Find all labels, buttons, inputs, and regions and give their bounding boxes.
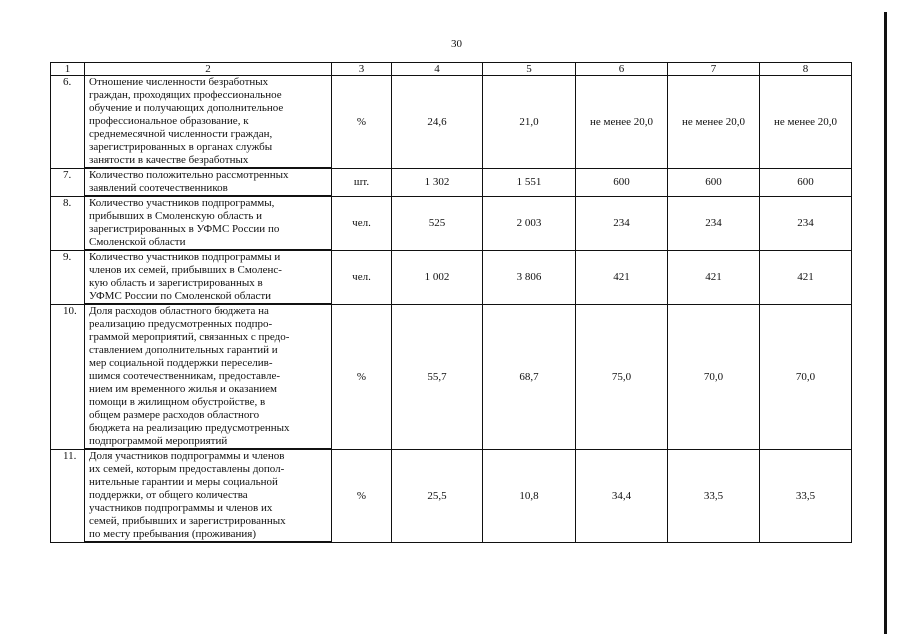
value-col5: 68,7 xyxy=(483,305,576,450)
indicator-name-line: Смоленской области xyxy=(85,236,331,250)
page-edge-bar xyxy=(884,12,887,634)
value-col5: 21,0 xyxy=(483,76,576,169)
table-row xyxy=(51,450,852,543)
indicator-name xyxy=(85,450,332,543)
table-row xyxy=(51,305,852,450)
header-cell: 7 xyxy=(668,63,760,76)
indicator-name-line: семей, прибывших и зарегистрированных xyxy=(89,515,286,527)
indicator-name-line: заявлений соотечественников xyxy=(85,182,331,196)
header-cell: 2 xyxy=(85,63,332,76)
value-col7: не менее 20,0 xyxy=(668,76,760,169)
row-number: 10. xyxy=(51,305,85,450)
indicator-name-line: участников подпрограммы и членов их xyxy=(89,502,273,514)
header-cell: 1 xyxy=(51,63,85,76)
value-col4: 55,7 xyxy=(392,305,483,450)
value-col4: 24,6 xyxy=(392,76,483,169)
value-col4: 25,5 xyxy=(392,450,483,543)
value-col8: 33,5 xyxy=(760,450,852,543)
indicator-name xyxy=(85,305,332,450)
indicator-name xyxy=(85,197,332,251)
indicator-name-line: реализацию предусмотренных подпро- xyxy=(89,318,273,330)
value-col8: 600 xyxy=(760,169,852,197)
indicator-name-line: зарегистрированных в УФМС России по xyxy=(89,223,280,235)
value-col5: 3 806 xyxy=(483,251,576,305)
unit-cell: % xyxy=(332,76,392,169)
indicators-table xyxy=(50,62,852,543)
value-col6: 234 xyxy=(576,197,668,251)
indicator-name-line: зарегистрированных в органах службы xyxy=(89,141,273,153)
indicator-name-line: Отношение численности безработных xyxy=(89,76,269,88)
indicator-name xyxy=(85,169,332,197)
indicator-name-line: граждан, проходящих профессиональное xyxy=(89,89,282,101)
indicator-name-line: их семей, которым предоставлены допол- xyxy=(89,463,285,475)
value-col6: 421 xyxy=(576,251,668,305)
indicator-name-line: мер социальной поддержки переселив- xyxy=(89,357,273,369)
header-cell: 6 xyxy=(576,63,668,76)
indicator-name-line: Количество участников подпрограммы и xyxy=(89,251,281,263)
value-col8: 421 xyxy=(760,251,852,305)
indicator-name-line: общем размере расходов областного xyxy=(89,409,260,421)
indicator-name xyxy=(85,251,332,305)
row-number: 7. xyxy=(51,169,85,197)
value-col6: 75,0 xyxy=(576,305,668,450)
table-row xyxy=(51,76,852,169)
value-col4: 1 002 xyxy=(392,251,483,305)
header-cell: 8 xyxy=(760,63,852,76)
value-col6: 600 xyxy=(576,169,668,197)
indicator-name-line: граммой мероприятий, связанных с предо- xyxy=(89,331,290,343)
indicator-name-line: нительные гарантии и меры социальной xyxy=(89,476,278,488)
indicator-name-line: прибывших в Смоленскую область и xyxy=(89,210,262,222)
indicator-name-line: Доля участников подпрограммы и членов xyxy=(89,450,285,462)
indicator-name-line: кую область и зарегистрированных в xyxy=(89,277,263,289)
value-col7: 600 xyxy=(668,169,760,197)
indicator-name-line: ставлением дополнительных гарантий и xyxy=(89,344,278,356)
indicator-name-line: поддержки, от общего количества xyxy=(89,489,248,501)
header-cell: 5 xyxy=(483,63,576,76)
header-cell: 3 xyxy=(332,63,392,76)
table-row xyxy=(51,197,852,251)
unit-cell: % xyxy=(332,450,392,543)
indicator-name-line: Количество положительно рассмотренных xyxy=(89,169,289,181)
row-number: 11. xyxy=(51,450,85,543)
unit-cell: шт. xyxy=(332,169,392,197)
indicator-name-line: среднемесячной численности граждан, xyxy=(89,128,273,140)
value-col4: 1 302 xyxy=(392,169,483,197)
indicator-name xyxy=(85,76,332,169)
unit-cell: чел. xyxy=(332,251,392,305)
indicator-name-line: занятости в качестве безработных xyxy=(85,154,331,168)
row-number: 6. xyxy=(51,76,85,169)
indicator-name-line: УФМС России по Смоленской области xyxy=(85,290,331,304)
value-col7: 70,0 xyxy=(668,305,760,450)
value-col8: 234 xyxy=(760,197,852,251)
value-col7: 421 xyxy=(668,251,760,305)
indicator-name-line: Доля расходов областного бюджета на xyxy=(89,305,269,317)
indicator-name-line: бюджета на реализацию предусмотренных xyxy=(89,422,290,434)
indicator-name-line: членов их семей, прибывших в Смоленс- xyxy=(89,264,282,276)
value-col7: 33,5 xyxy=(668,450,760,543)
value-col8: 70,0 xyxy=(760,305,852,450)
value-col6: не менее 20,0 xyxy=(576,76,668,169)
indicator-name-line: профессиональное образование, к xyxy=(89,115,249,127)
page-number: 30 xyxy=(451,38,462,50)
indicator-name-line: обучение и получающих дополнительное xyxy=(89,102,284,114)
value-col7: 234 xyxy=(668,197,760,251)
indicator-name-line: нием им временного жилья и оказанием xyxy=(89,383,277,395)
header-cell: 4 xyxy=(392,63,483,76)
value-col6: 34,4 xyxy=(576,450,668,543)
table-row xyxy=(51,251,852,305)
value-col5: 2 003 xyxy=(483,197,576,251)
indicator-name-line: подпрограммой мероприятий xyxy=(85,435,331,449)
indicator-name-line: шимся соотечественникам, предоставле- xyxy=(89,370,281,382)
unit-cell: % xyxy=(332,305,392,450)
value-col5: 10,8 xyxy=(483,450,576,543)
indicator-name-line: по месту пребывания (проживания) xyxy=(85,528,331,542)
row-number: 8. xyxy=(51,197,85,251)
indicator-name-line: Количество участников подпрограммы, xyxy=(89,197,275,209)
indicator-name-line: помощи в жилищном обустройстве, в xyxy=(89,396,266,408)
value-col4: 525 xyxy=(392,197,483,251)
row-number: 9. xyxy=(51,251,85,305)
unit-cell: чел. xyxy=(332,197,392,251)
table-header-row xyxy=(51,63,852,76)
value-col5: 1 551 xyxy=(483,169,576,197)
value-col8: не менее 20,0 xyxy=(760,76,852,169)
table-row xyxy=(51,169,852,197)
